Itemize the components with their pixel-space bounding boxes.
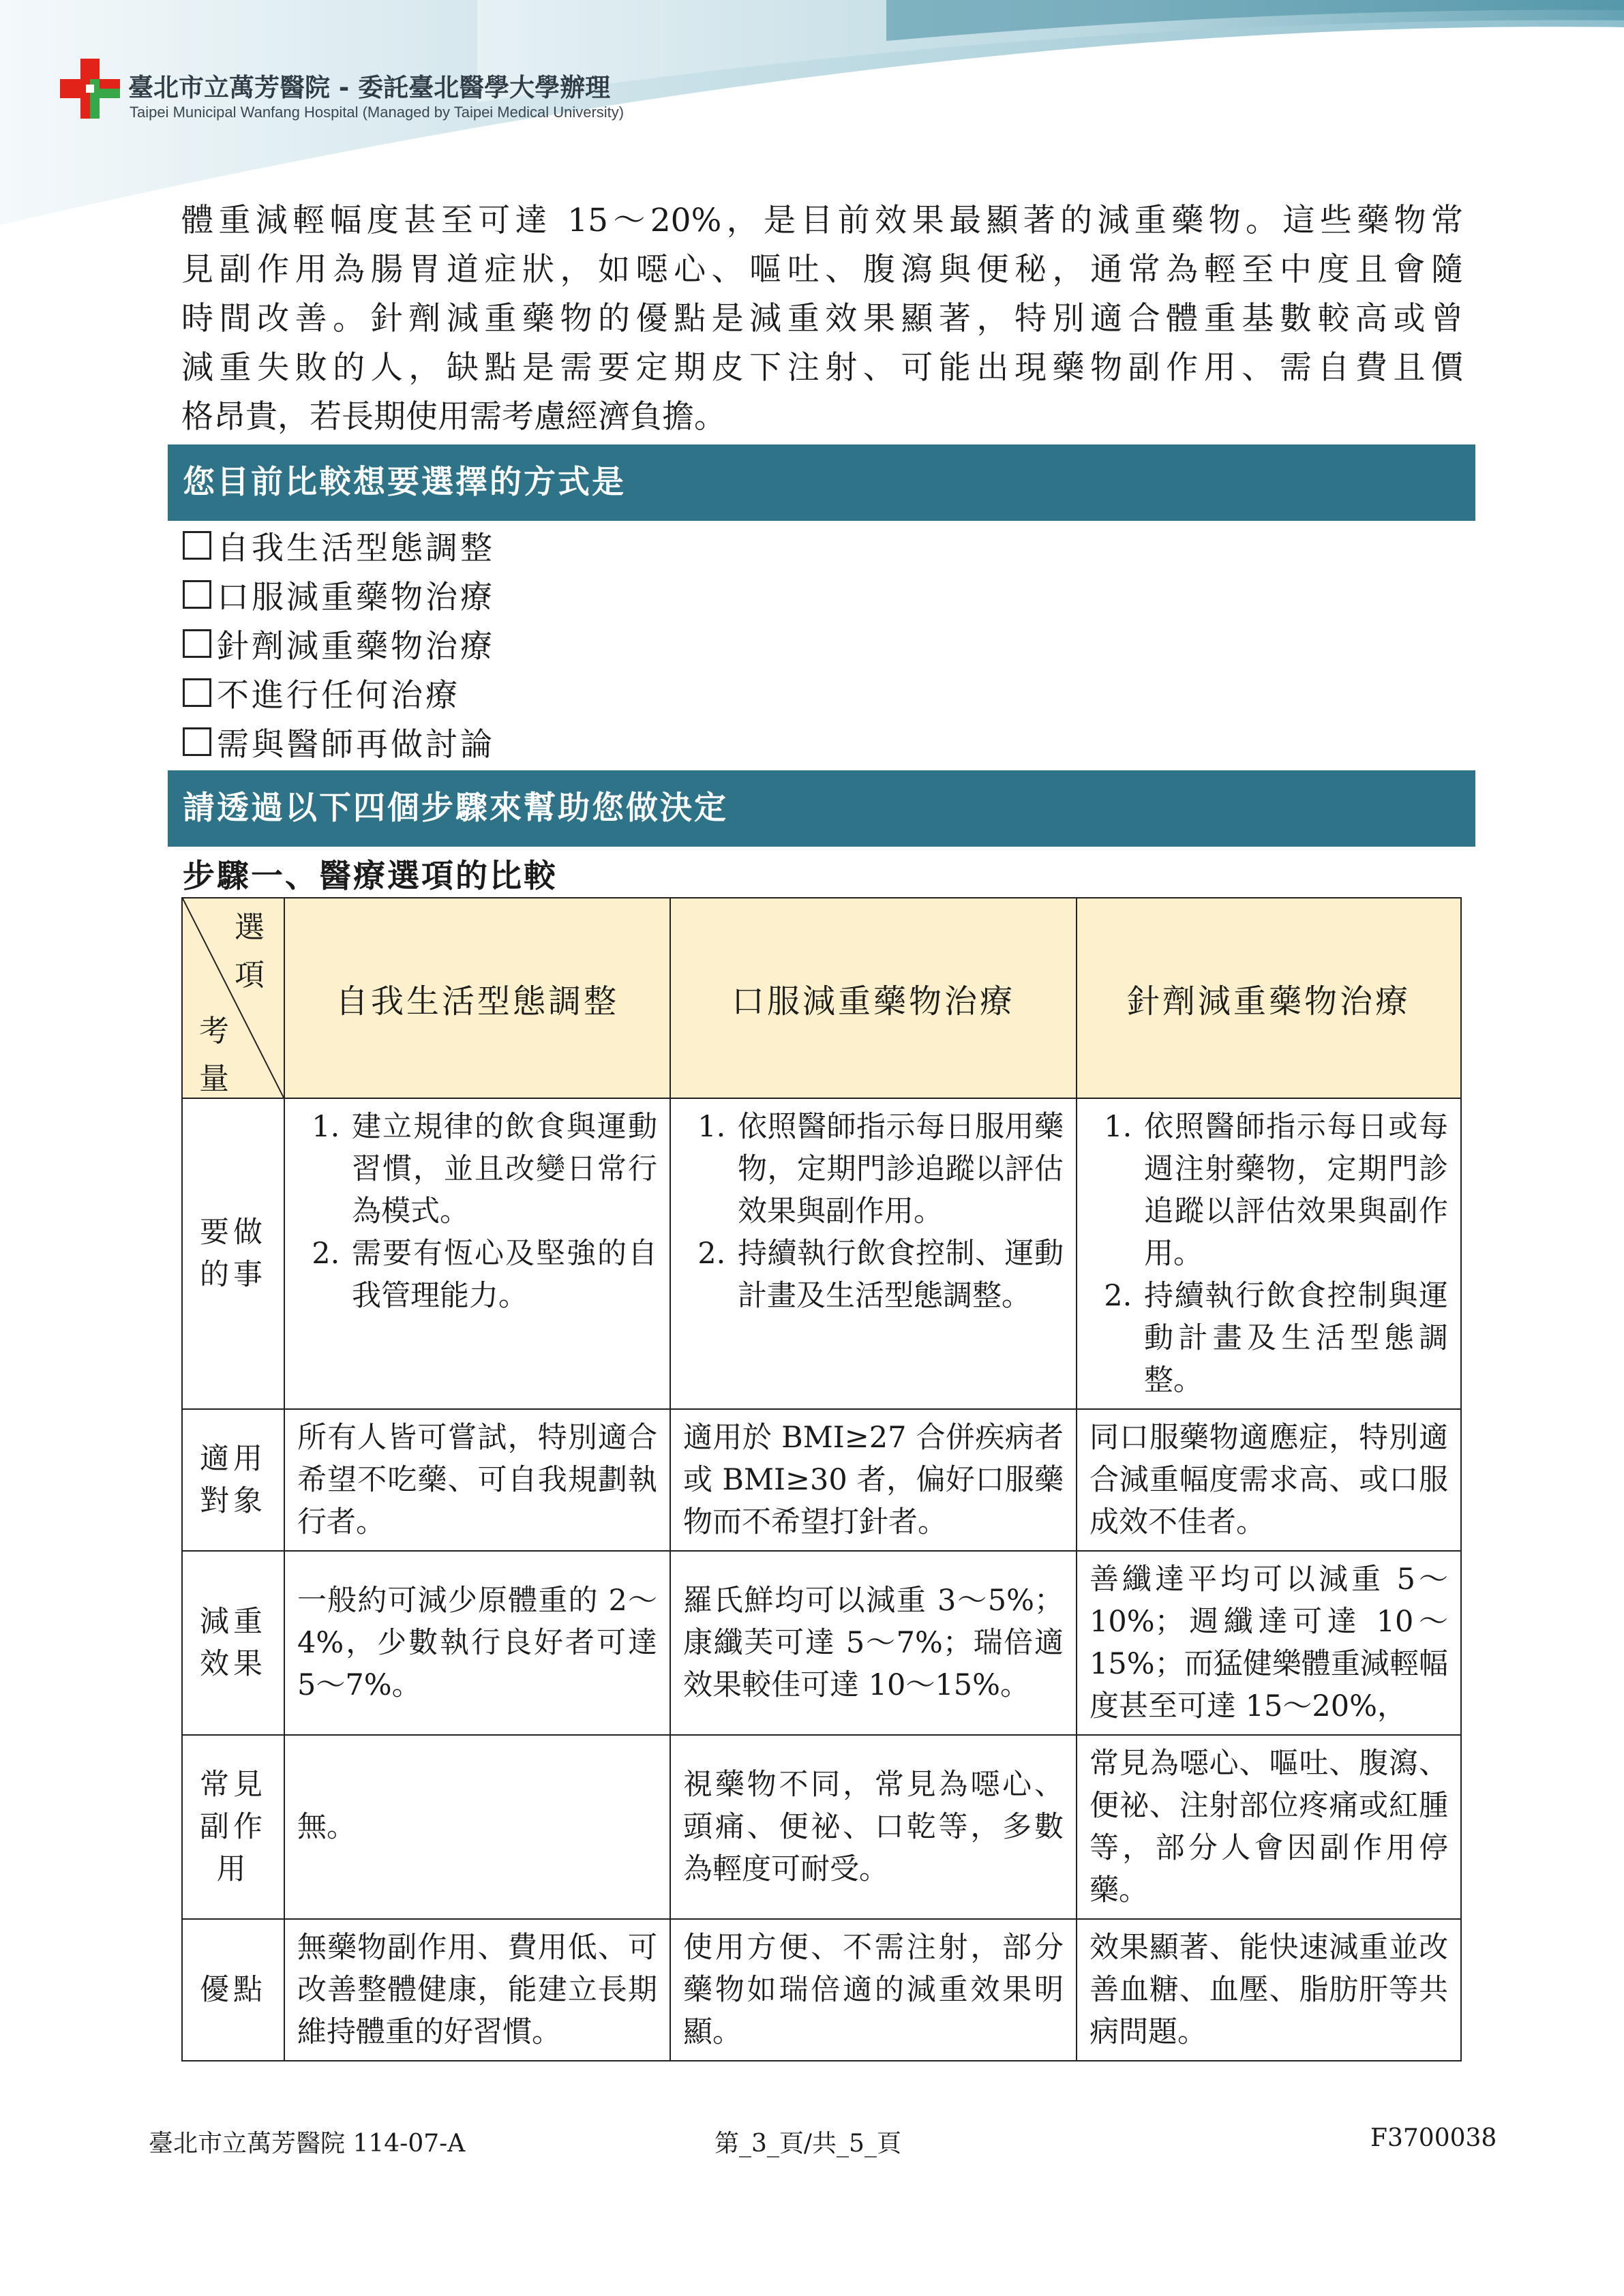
table-cell: 無藥物副作用、費用低、可改善整體健康，能建立長期維持體重的好習慣。 — [284, 1919, 670, 2061]
intro-paragraph — [181, 196, 1463, 442]
list-item: 1. 依照醫師指示每日服用藥物，定期門診追蹤以評估效果與副作用。 — [735, 1106, 1064, 1233]
footer-doc-id: F3700038 — [1370, 2124, 1497, 2152]
list-item: 2. 持續執行飲食控制與運動計畫及生活型態調整。 — [1141, 1275, 1448, 1402]
checkbox[interactable] — [183, 727, 211, 756]
intro-line: 格昂貴，若長期使用需考慮經濟負擔。 — [181, 398, 726, 436]
checkbox[interactable] — [183, 580, 211, 609]
choice-list — [183, 521, 495, 766]
table-row — [182, 1551, 1461, 1735]
checkbox[interactable] — [183, 629, 211, 658]
table-cell: 常見為噁心、嘔吐、腹瀉、便祕、注射部位疼痛或紅腫等，部分人會因副作用停藥。 — [1077, 1735, 1461, 1919]
row-header: 要做的事 — [182, 1098, 284, 1409]
choice-oral-medication[interactable] — [183, 570, 495, 619]
table-cell: 效果顯著、能快速減重並改善血糖、血壓、脂肪肝等共病問題。 — [1077, 1919, 1461, 2061]
table-row — [182, 1098, 1461, 1409]
choice-label: 需與醫師再做討論 — [217, 725, 495, 764]
checkbox[interactable] — [183, 678, 211, 707]
comparison-table — [181, 897, 1462, 2061]
checkbox[interactable] — [183, 531, 211, 560]
corner-char: 項 — [235, 958, 265, 993]
footer-form-code: 臺北市立萬芳醫院 114-07-A — [149, 2130, 466, 2158]
list-item: 2. 持續執行飲食控制、運動計畫及生活型態調整。 — [735, 1233, 1064, 1317]
table-cell — [670, 1098, 1077, 1409]
intro-line: 見副作用為腸胃道症狀，如噁心、嘔吐、腹瀉與便秘，通常為輕至中度且會隨 — [181, 251, 1463, 288]
list-item: 2. 需要有恆心及堅強的自我管理能力。 — [349, 1233, 657, 1317]
choice-lifestyle[interactable] — [183, 521, 495, 570]
table-cell: 視藥物不同，常見為噁心、頭痛、便祕、口乾等，多數為輕度可耐受。 — [670, 1735, 1077, 1919]
list-item: 1. 依照醫師指示每日或每週注射藥物，定期門診追蹤以評估效果與副作用。 — [1141, 1106, 1448, 1275]
table-row — [182, 1735, 1461, 1919]
table-cell: 一般約可減少原體重的 2～4%，少數執行良好者可達 5～7%。 — [284, 1551, 670, 1735]
column-header-oral: 口服減重藥物治療 — [670, 898, 1077, 1098]
choice-no-treatment[interactable] — [183, 668, 495, 717]
table-header-row — [182, 898, 1461, 1098]
choice-label: 不進行任何治療 — [217, 676, 460, 714]
intro-line: 時間改善。針劑減重藥物的優點是減重效果顯著，特別適合體重基數較高或曾 — [181, 300, 1463, 337]
section-choice-header: 您目前比較想要選擇的方式是 — [168, 444, 1475, 521]
column-header-lifestyle: 自我生活型態調整 — [284, 898, 670, 1098]
list-item: 1. 建立規律的飲食與運動習慣，並且改變日常行為模式。 — [349, 1106, 657, 1233]
table-cell: 所有人皆可嘗試，特別適合希望不吃藥、可自我規劃執行者。 — [284, 1409, 670, 1551]
table-cell: 適用於 BMI≥27 合併疾病者或 BMI≥30 者，偏好口服藥物而不希望打針者。 — [670, 1409, 1077, 1551]
row-header: 適用對象 — [182, 1409, 284, 1551]
row-header: 減重效果 — [182, 1551, 284, 1735]
table-row — [182, 1919, 1461, 2061]
table-cell: 無。 — [284, 1735, 670, 1919]
table-cell: 同口服藥物適應症，特別適合減重幅度需求高、或口服成效不佳者。 — [1077, 1409, 1461, 1551]
table-corner-cell — [182, 898, 284, 1098]
corner-char: 量 — [199, 1061, 229, 1096]
table-cell — [1077, 1098, 1461, 1409]
table-cell — [284, 1098, 670, 1409]
table-cell: 使用方便、不需注射，部分藥物如瑞倍適的減重效果明顯。 — [670, 1919, 1077, 2061]
diagonal-line — [183, 898, 284, 1098]
hospital-name-en: Taipei Municipal Wanfang Hospital (Managed by Taipei Medical University) — [130, 104, 625, 121]
footer-page-number: 第_3_頁/共_5_頁 — [715, 2130, 901, 2158]
choice-label: 針劑減重藥物治療 — [217, 627, 495, 665]
row-header: 常見副作用 — [182, 1735, 284, 1919]
hospital-logo-icon — [60, 59, 120, 119]
choice-discuss-with-doctor[interactable] — [183, 717, 495, 766]
column-header-injection: 針劑減重藥物治療 — [1077, 898, 1461, 1098]
corner-char: 考 — [199, 1014, 229, 1048]
row-header: 優點 — [182, 1919, 284, 2061]
section-steps-header: 請透過以下四個步驟來幫助您做決定 — [168, 770, 1475, 847]
corner-char: 選 — [235, 910, 265, 945]
step1-title: 步驟一、醫療選項的比較 — [183, 858, 558, 895]
choice-label: 自我生活型態調整 — [217, 529, 495, 567]
intro-line: 體重減輕幅度甚至可達 15～20%，是目前效果最顯著的減重藥物。這些藥物常 — [181, 202, 1463, 239]
table-cell: 羅氏鮮均可以減重 3～5%；康纖芙可達 5～7%；瑞倍適效果較佳可達 10～15%。 — [670, 1551, 1077, 1735]
hospital-name-zh: 臺北市立萬芳醫院 - 委託臺北醫學大學辦理 — [128, 73, 611, 102]
intro-line: 減重失敗的人，缺點是需要定期皮下注射、可能出現藥物副作用、需自費且價 — [181, 349, 1463, 387]
choice-label: 口服減重藥物治療 — [217, 578, 495, 616]
table-cell: 善纖達平均可以減重 5～10%；週纖達可達 10～15%；而猛健樂體重減輕幅度甚至可達 15～20%， — [1077, 1551, 1461, 1735]
table-row — [182, 1409, 1461, 1551]
choice-injection-medication[interactable] — [183, 619, 495, 668]
